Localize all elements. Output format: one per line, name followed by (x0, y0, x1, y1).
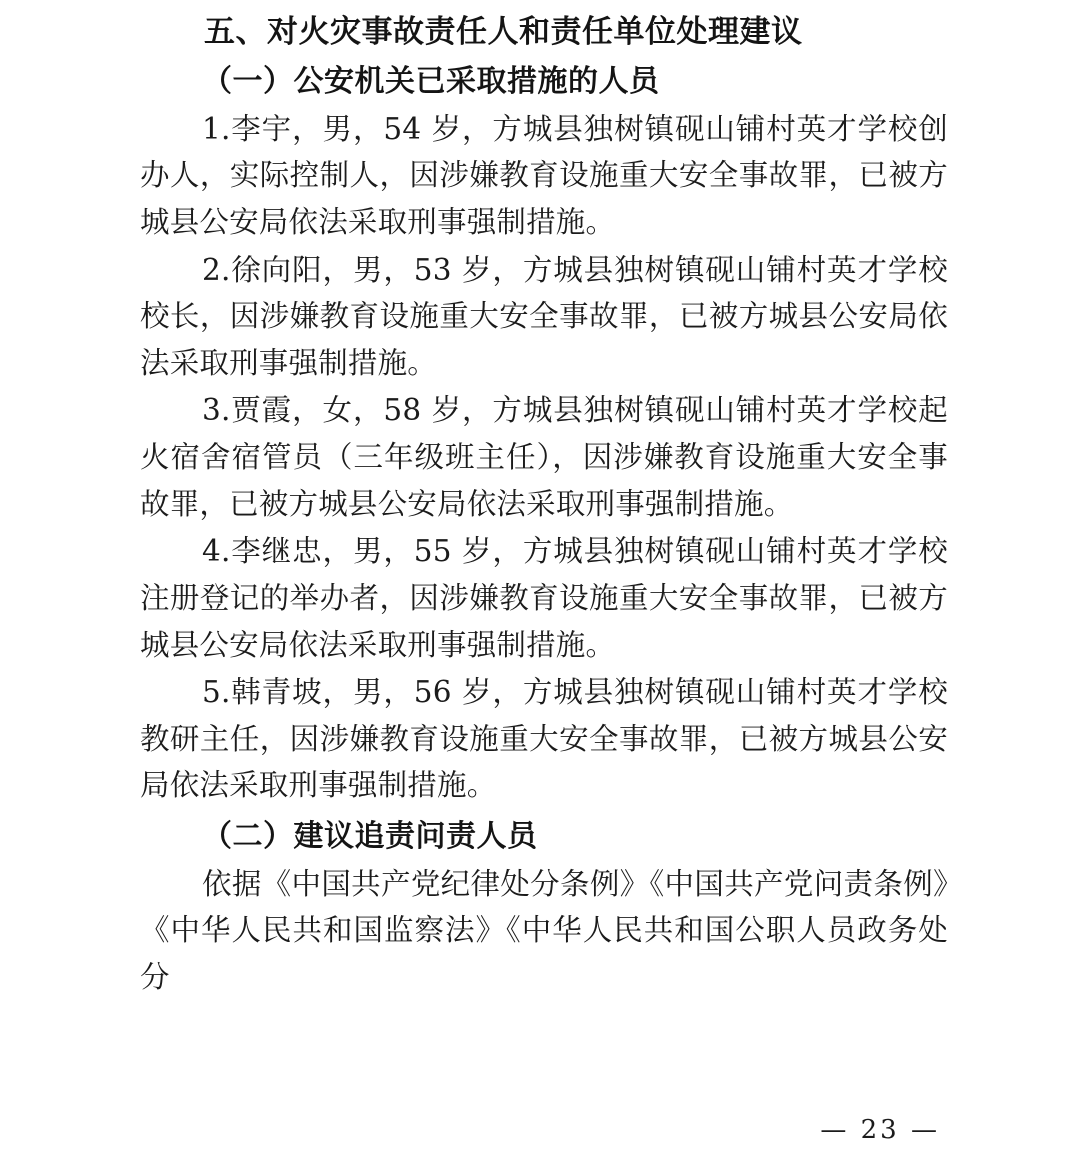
list-item: 1.李宇，男，54 岁，方城县独树镇砚山铺村英才学校创办人，实际控制人，因涉嫌教育设施重大安全事故罪，已被方城县公安局依法采取刑事强制措施。 (140, 111, 948, 240)
list-item: 5.韩青坡，男，56 岁，方城县独树镇砚山铺村英才学校教研主任，因涉嫌教育设施重大安全事故罪，已被方城县公安局依法采取刑事强制措施。 (140, 675, 948, 803)
subsection-one-heading: （一）公安机关已采取措施的人员 (202, 64, 660, 100)
page-title: 五、对火灾事故责任人和责任单位处理建议 (204, 14, 803, 50)
list-item: 2.徐向阳，男，53 岁，方城县独树镇砚山铺村英才学校校长，因涉嫌教育设施重大安全事故罪，已被方城县公安局依法采取刑事强制措施。 (140, 252, 948, 380)
body-paragraph: 依据《中国共产党纪律处分条例》《中国共产党问责条例》《中华人民共和国监察法》《中华人民共和国公职人员政务处分 (140, 866, 948, 994)
list-item: 3.贾霞，女，58 岁，方城县独树镇砚山铺村英才学校起火宿舍宿管员（三年级班主任），因涉嫌教育设施重大安全事故罪，已被方城县公安局依法采取刑事强制措施。 (140, 393, 948, 521)
subsection-two-heading: （二）建议追责问责人员 (202, 818, 538, 854)
page-number: — 23 — (820, 1115, 940, 1145)
list-item: 4.李继忠，男，55 岁，方城县独树镇砚山铺村英才学校注册登记的举办者，因涉嫌教育设施重大安全事故罪，已被方城县公安局依法采取刑事强制措施。 (140, 534, 948, 662)
